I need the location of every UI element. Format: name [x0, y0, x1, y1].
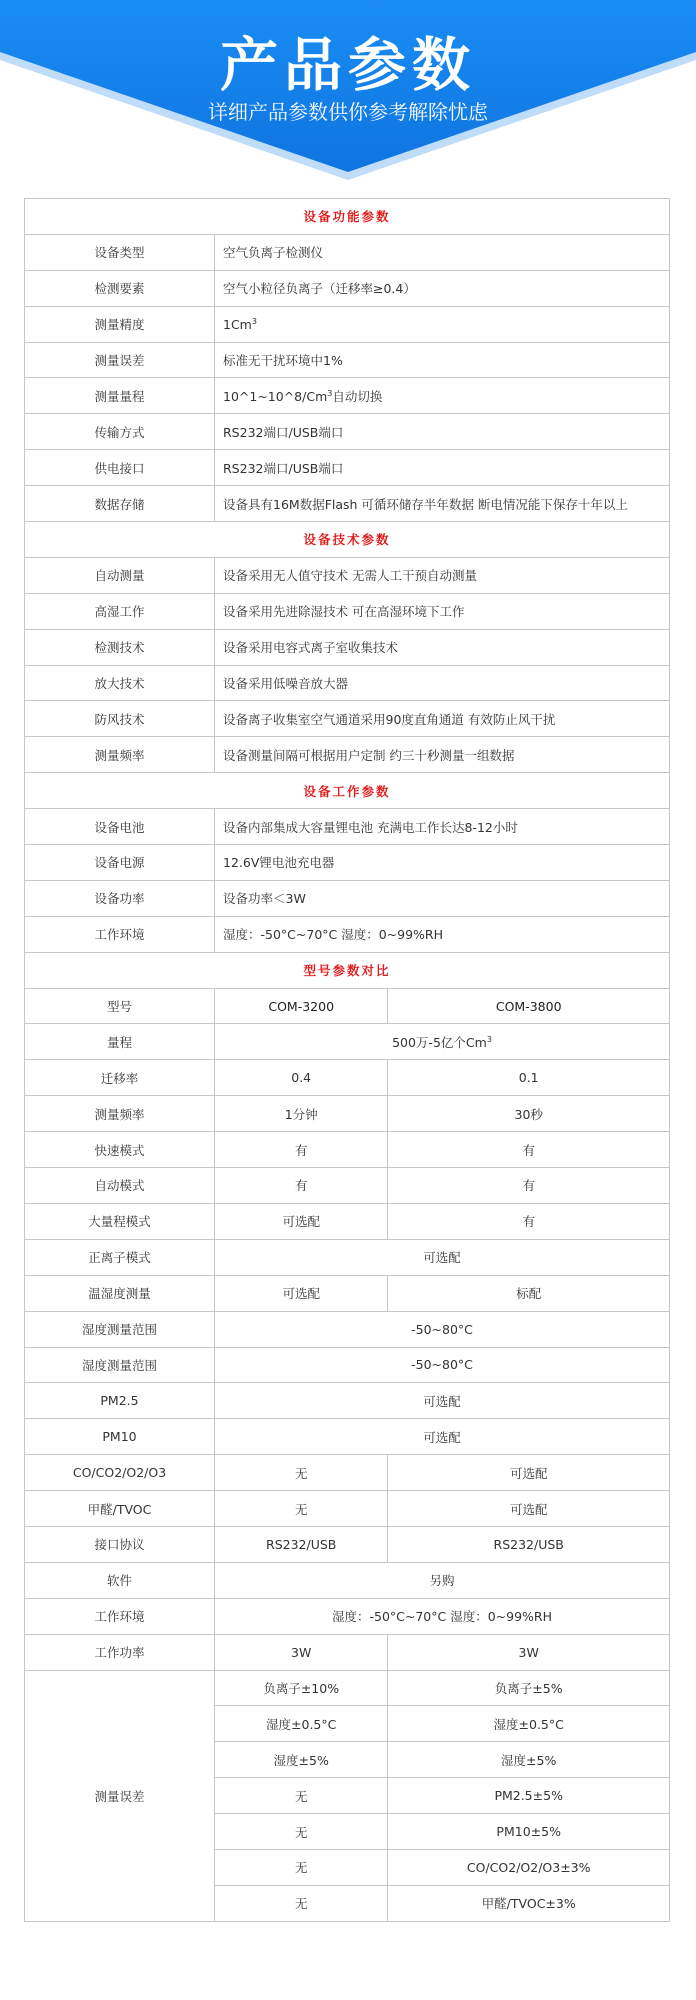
value-text: 10^1~10^8/Cm [223, 388, 328, 404]
row-label: 湿度测量范围 [25, 1311, 215, 1347]
table-row [25, 1096, 670, 1132]
row-label: CO/CO2/O2/O3 [25, 1455, 215, 1491]
value-com-3800: RS232/USB [388, 1526, 670, 1562]
row-label: 测量频率 [25, 1096, 215, 1132]
table-row [25, 306, 670, 342]
row-label: 测量误差 [25, 342, 215, 378]
value-com-3800: 有 [388, 1168, 670, 1204]
row-label: 高湿工作 [25, 593, 215, 629]
value-text: 空气负离子检测仪 [223, 245, 324, 261]
value-text: 另购 [429, 1573, 455, 1589]
value-com-3200: 无 [215, 1849, 388, 1885]
row-value [215, 306, 670, 342]
row-value [215, 629, 670, 665]
row-value [215, 737, 670, 773]
table-row [25, 1562, 670, 1598]
row-value [215, 1347, 670, 1383]
value-com-3800: 甲醛/TVOC±3% [388, 1885, 670, 1921]
value-com-3800: 可选配 [388, 1455, 670, 1491]
value-com-3200: 无 [215, 1491, 388, 1527]
table-row [25, 1491, 670, 1527]
table-row [25, 1526, 670, 1562]
value-com-3800: 30秒 [388, 1096, 670, 1132]
table-row [25, 1598, 670, 1634]
row-label: PM2.5 [25, 1383, 215, 1419]
value-com-3800: 可选配 [388, 1491, 670, 1527]
table-row [25, 1132, 670, 1168]
value-text: -50~80°C [411, 1357, 473, 1373]
row-label: 自动模式 [25, 1168, 215, 1204]
value-text: 设备功率＜3W [223, 891, 306, 907]
row-label: 温湿度测量 [25, 1275, 215, 1311]
value-com-3200: 无 [215, 1885, 388, 1921]
table-row [25, 342, 670, 378]
table-row [25, 1670, 670, 1706]
table-row [25, 450, 670, 486]
spec-table [24, 198, 670, 1922]
row-label: 测量误差 [25, 1670, 215, 1921]
row-label: 工作功率 [25, 1634, 215, 1670]
row-label: 快速模式 [25, 1132, 215, 1168]
table-row [25, 737, 670, 773]
row-value [215, 1239, 670, 1275]
table-row [25, 1347, 670, 1383]
value-text: RS232端口/USB端口 [223, 460, 344, 476]
row-label: 防风技术 [25, 701, 215, 737]
row-value [215, 1311, 670, 1347]
row-value [215, 378, 670, 414]
table-row [25, 270, 670, 306]
table-row [25, 1275, 670, 1311]
table-row [25, 880, 670, 916]
value-com-3200: 可选配 [215, 1203, 388, 1239]
row-label: 传输方式 [25, 414, 215, 450]
row-label: 甲醛/TVOC [25, 1491, 215, 1527]
value-com-3800: 负离子±5% [388, 1670, 670, 1706]
header-banner [0, 0, 696, 190]
value-com-3200: 无 [215, 1814, 388, 1850]
table-row [25, 916, 670, 952]
value-com-3200: RS232/USB [215, 1526, 388, 1562]
row-label: 检测技术 [25, 629, 215, 665]
row-value [215, 450, 670, 486]
table-row [25, 1311, 670, 1347]
row-label: 供电接口 [25, 450, 215, 486]
table-row [25, 1168, 670, 1204]
value-com-3200: 有 [215, 1168, 388, 1204]
row-label: 设备电池 [25, 809, 215, 845]
table-row [25, 1239, 670, 1275]
value-com-3800: 3W [388, 1634, 670, 1670]
value-com-3800: PM2.5±5% [388, 1778, 670, 1814]
section-title: 设备工作参数 [25, 773, 670, 809]
table-row [25, 1419, 670, 1455]
table-row [25, 1383, 670, 1419]
value-com-3800: 湿度±5% [388, 1742, 670, 1778]
row-value [215, 234, 670, 270]
row-value [215, 880, 670, 916]
superscript: 3 [251, 316, 257, 326]
value-text: 设备内部集成大容量锂电池 充满电工作长达8-12小时 [223, 819, 518, 835]
row-label: 检测要素 [25, 270, 215, 306]
row-value [215, 1562, 670, 1598]
table-row [25, 486, 670, 522]
section-row [25, 199, 670, 235]
value-text: 设备采用先进除湿技术 可在高湿环境下工作 [223, 604, 465, 620]
value-text: 设备测量间隔可根据用户定制 约三十秒测量一组数据 [223, 747, 515, 763]
row-value [215, 557, 670, 593]
table-row [25, 1060, 670, 1096]
row-value [215, 1598, 670, 1634]
row-label: 迁移率 [25, 1060, 215, 1096]
row-value [215, 845, 670, 881]
value-text: 1Cm [223, 316, 252, 332]
value-text: 设备具有16M数据Flash 可循环储存半年数据 断电情况能下保存十年以上 [223, 496, 628, 512]
value-text: 设备采用电容式离子室收集技术 [223, 640, 399, 656]
value-com-3200: 有 [215, 1132, 388, 1168]
row-label: 湿度测量范围 [25, 1347, 215, 1383]
row-value [215, 342, 670, 378]
value-text: 湿度：-50°C~70°C 湿度：0~99%RH [223, 927, 444, 943]
section-title: 型号参数对比 [25, 952, 670, 988]
row-label: 设备电源 [25, 845, 215, 881]
value-com-3200: 湿度±5% [215, 1742, 388, 1778]
row-value [215, 916, 670, 952]
value-text: 可选配 [423, 1393, 461, 1409]
row-label: 自动测量 [25, 557, 215, 593]
table-row [25, 1203, 670, 1239]
row-label: 数据存储 [25, 486, 215, 522]
value-text: RS232端口/USB端口 [223, 424, 344, 440]
row-value [215, 701, 670, 737]
row-value [215, 665, 670, 701]
value-com-3200: 无 [215, 1778, 388, 1814]
row-value [215, 1383, 670, 1419]
row-value [215, 270, 670, 306]
value-suffix: 自动切换 [332, 388, 383, 404]
value-text: 设备离子收集室空气通道采用90度直角通道 有效防止风干扰 [223, 711, 556, 727]
row-label: 设备类型 [25, 234, 215, 270]
value-com-3800: 0.1 [388, 1060, 670, 1096]
table-row [25, 1634, 670, 1670]
table-row [25, 665, 670, 701]
value-com-3200: 湿度±0.5°C [215, 1706, 388, 1742]
value-com-3800: 标配 [388, 1275, 670, 1311]
section-row [25, 952, 670, 988]
row-label: 接口协议 [25, 1526, 215, 1562]
value-com-3200: 可选配 [215, 1275, 388, 1311]
value-text: -50~80°C [411, 1321, 473, 1337]
value-com-3800: CO/CO2/O2/O3±3% [388, 1849, 670, 1885]
model-row [25, 988, 670, 1024]
table-row [25, 557, 670, 593]
superscript: 3 [486, 1034, 492, 1044]
section-row [25, 522, 670, 558]
value-text: 可选配 [423, 1250, 461, 1266]
row-label: 量程 [25, 1024, 215, 1060]
row-label: PM10 [25, 1419, 215, 1455]
row-label: 型号 [25, 988, 215, 1024]
table-row [25, 1024, 670, 1060]
value-text: 12.6V锂电池充电器 [223, 855, 335, 871]
model-name: COM-3800 [388, 988, 670, 1024]
value-com-3200: 0.4 [215, 1060, 388, 1096]
value-text: 500万-5亿个Cm [392, 1034, 487, 1050]
value-com-3800: 有 [388, 1132, 670, 1168]
row-value [215, 414, 670, 450]
value-text: 空气小粒径负离子（迁移率≥0.4） [223, 281, 416, 297]
section-row [25, 773, 670, 809]
value-text: 湿度：-50°C~70°C 湿度：0~99%RH [331, 1609, 553, 1625]
row-value [215, 486, 670, 522]
value-text: 设备采用低噪音放大器 [223, 676, 349, 692]
table-row [25, 414, 670, 450]
model-name: COM-3200 [215, 988, 388, 1024]
value-com-3800: PM10±5% [388, 1814, 670, 1850]
value-com-3200: 无 [215, 1455, 388, 1491]
row-label: 测量量程 [25, 378, 215, 414]
row-label: 设备功率 [25, 880, 215, 916]
value-com-3800: 有 [388, 1203, 670, 1239]
value-com-3800: 湿度±0.5°C [388, 1706, 670, 1742]
row-label: 软件 [25, 1562, 215, 1598]
row-label: 测量精度 [25, 306, 215, 342]
value-com-3200: 负离子±10% [215, 1670, 388, 1706]
row-label: 工作环境 [25, 916, 215, 952]
row-label: 工作环境 [25, 1598, 215, 1634]
page-subtitle: 详细产品参数供你参考解除忧虑 [208, 100, 488, 124]
row-value [215, 1419, 670, 1455]
table-row [25, 701, 670, 737]
superscript: 3 [327, 388, 333, 398]
page-title: 产品参数 [219, 31, 476, 99]
row-value [215, 593, 670, 629]
table-row [25, 629, 670, 665]
table-row [25, 593, 670, 629]
table-row [25, 234, 670, 270]
section-title: 设备技术参数 [25, 522, 670, 558]
table-row [25, 809, 670, 845]
row-label: 大量程模式 [25, 1203, 215, 1239]
table-row [25, 378, 670, 414]
row-value [215, 809, 670, 845]
table-row [25, 845, 670, 881]
value-com-3200: 3W [215, 1634, 388, 1670]
row-label: 正离子模式 [25, 1239, 215, 1275]
value-text: 设备采用无人值守技术 无需人工干预自动测量 [223, 568, 477, 584]
row-value [215, 1024, 670, 1060]
value-text: 标准无干扰环境中1% [223, 353, 343, 368]
row-label: 放大技术 [25, 665, 215, 701]
table-row [25, 1455, 670, 1491]
section-title: 设备功能参数 [25, 199, 670, 235]
row-label: 测量频率 [25, 737, 215, 773]
value-com-3200: 1分钟 [215, 1096, 388, 1132]
value-text: 可选配 [423, 1429, 461, 1445]
